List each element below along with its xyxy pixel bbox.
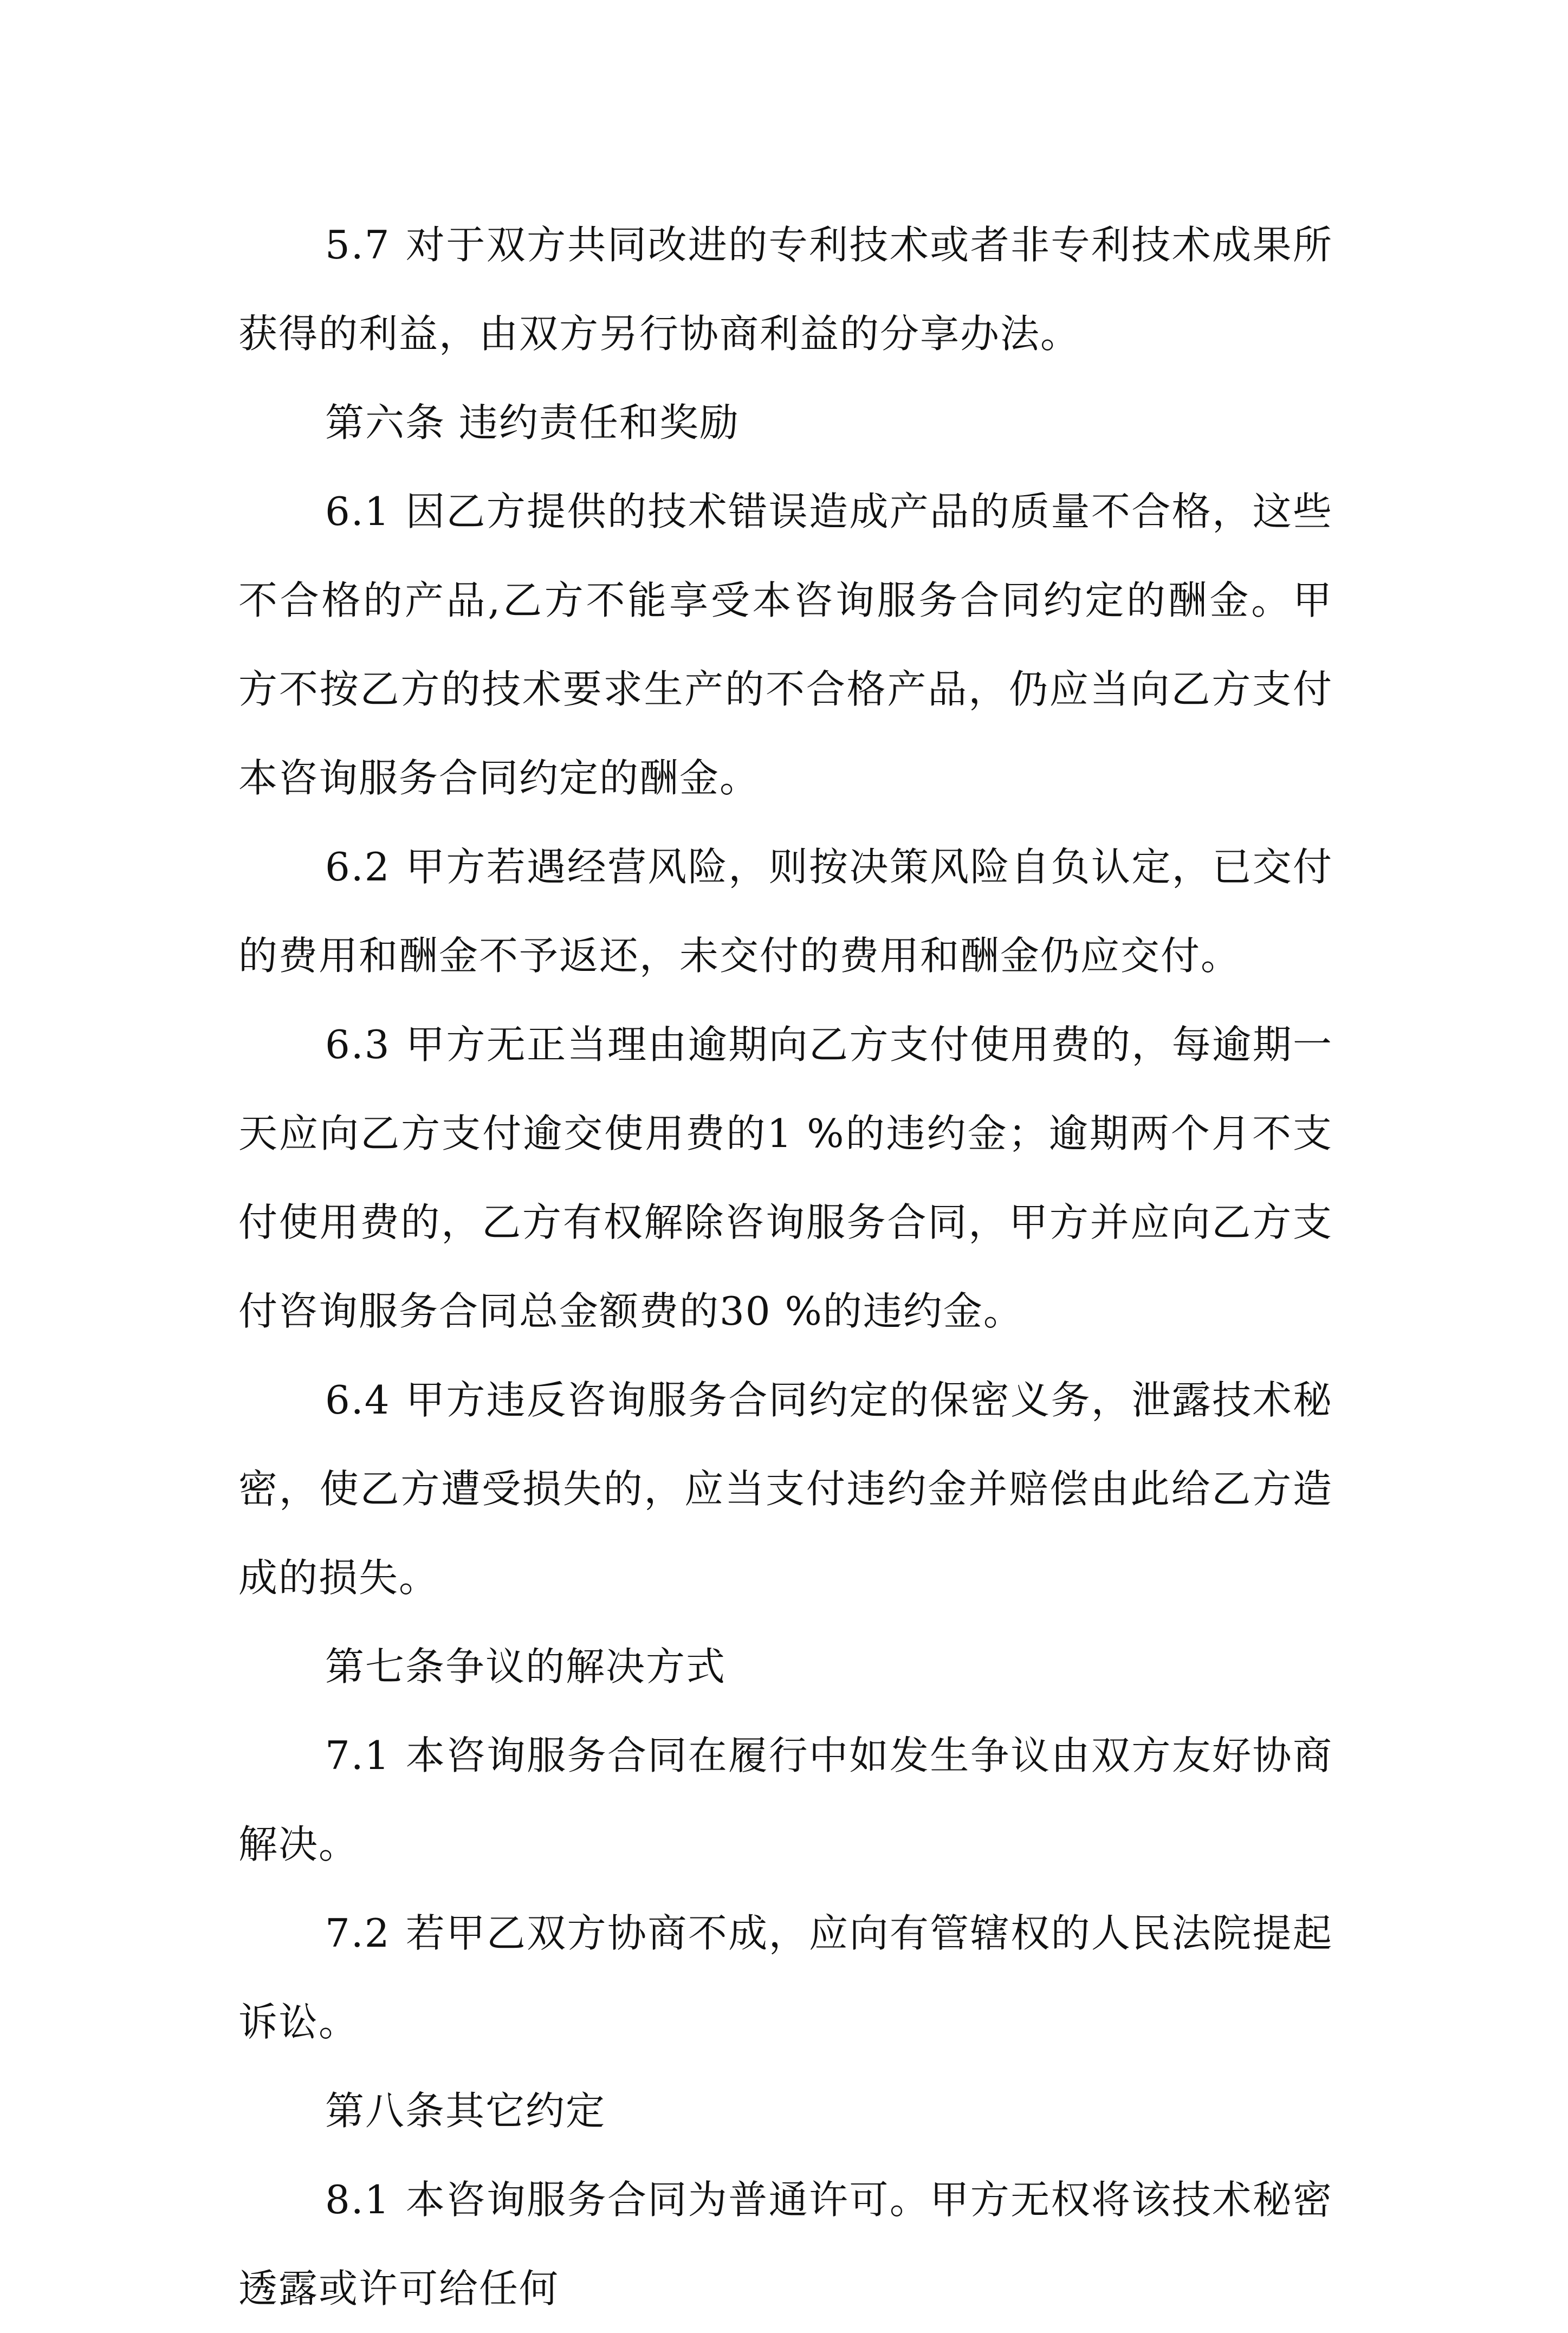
clause-8-1 (238, 2155, 1333, 2333)
clause-text: 本咨询服务合同为普通许可。甲方无权将该技术秘密透露或许可给任何 (238, 2177, 1333, 2311)
clause-6-1 (238, 467, 1333, 822)
article-8-heading: 第八条其它约定 (325, 2088, 606, 2134)
clause-7-2 (238, 1889, 1333, 2066)
clause-number: 7.2 (325, 1910, 391, 1956)
clause-text: 对于双方共同改进的专利技术或者非专利技术成果所获得的利益，由双方另行协商利益的分享办法。 (238, 222, 1333, 357)
clause-text: 甲方无正当理由逾期向乙方支付使用费的，每逾期一天应向乙方支付逾交使用费的1 %的违约金；逾期两个月不支付使用费的，乙方有权解除咨询服务合同，甲方并应向乙方支付咨询服务合同总金额费的30 %的违约金。 (238, 1022, 1333, 1334)
article-7-heading: 第七条争议的解决方式 (325, 1644, 727, 1689)
clause-6-2 (238, 822, 1333, 1000)
clause-6-3 (238, 1000, 1333, 1356)
clause-number: 6.1 (325, 489, 391, 534)
document-body (238, 200, 1333, 2333)
clause-6-4 (238, 1356, 1333, 1622)
clause-text: 甲方若遇经营风险，则按决策风险自负认定，已交付的费用和酬金不予返还，未交付的费用和酬金仍应交付。 (238, 844, 1333, 978)
clause-text: 因乙方提供的技术错误造成产品的质量不合格，这些不合格的产品,乙方不能享受本咨询服务合同约定的酬金。甲方不按乙方的技术要求生产的不合格产品，仍应当向乙方支付本咨询服务合同约定的酬金。 (238, 489, 1333, 801)
clause-7-1 (238, 1711, 1333, 1889)
article-6-heading: 第六条 违约责任和奖励 (325, 400, 740, 445)
clause-number: 5.7 (325, 222, 391, 268)
clause-number: 6.4 (325, 1377, 391, 1423)
clause-text: 本咨询服务合同在履行中如发生争议由双方友好协商解决。 (238, 1733, 1333, 1867)
clause-text: 甲方违反咨询服务合同约定的保密义务，泄露技术秘密，使乙方遭受损失的，应当支付违约金并赔偿由此给乙方造成的损失。 (238, 1377, 1333, 1600)
clause-number: 7.1 (325, 1733, 391, 1778)
clause-5-7 (238, 200, 1333, 378)
clause-text: 若甲乙双方协商不成，应向有管辖权的人民法院提起诉讼。 (238, 1910, 1333, 2045)
clause-number: 6.2 (325, 844, 391, 890)
clause-number: 8.1 (325, 2177, 391, 2222)
clause-number: 6.3 (325, 1022, 391, 1067)
